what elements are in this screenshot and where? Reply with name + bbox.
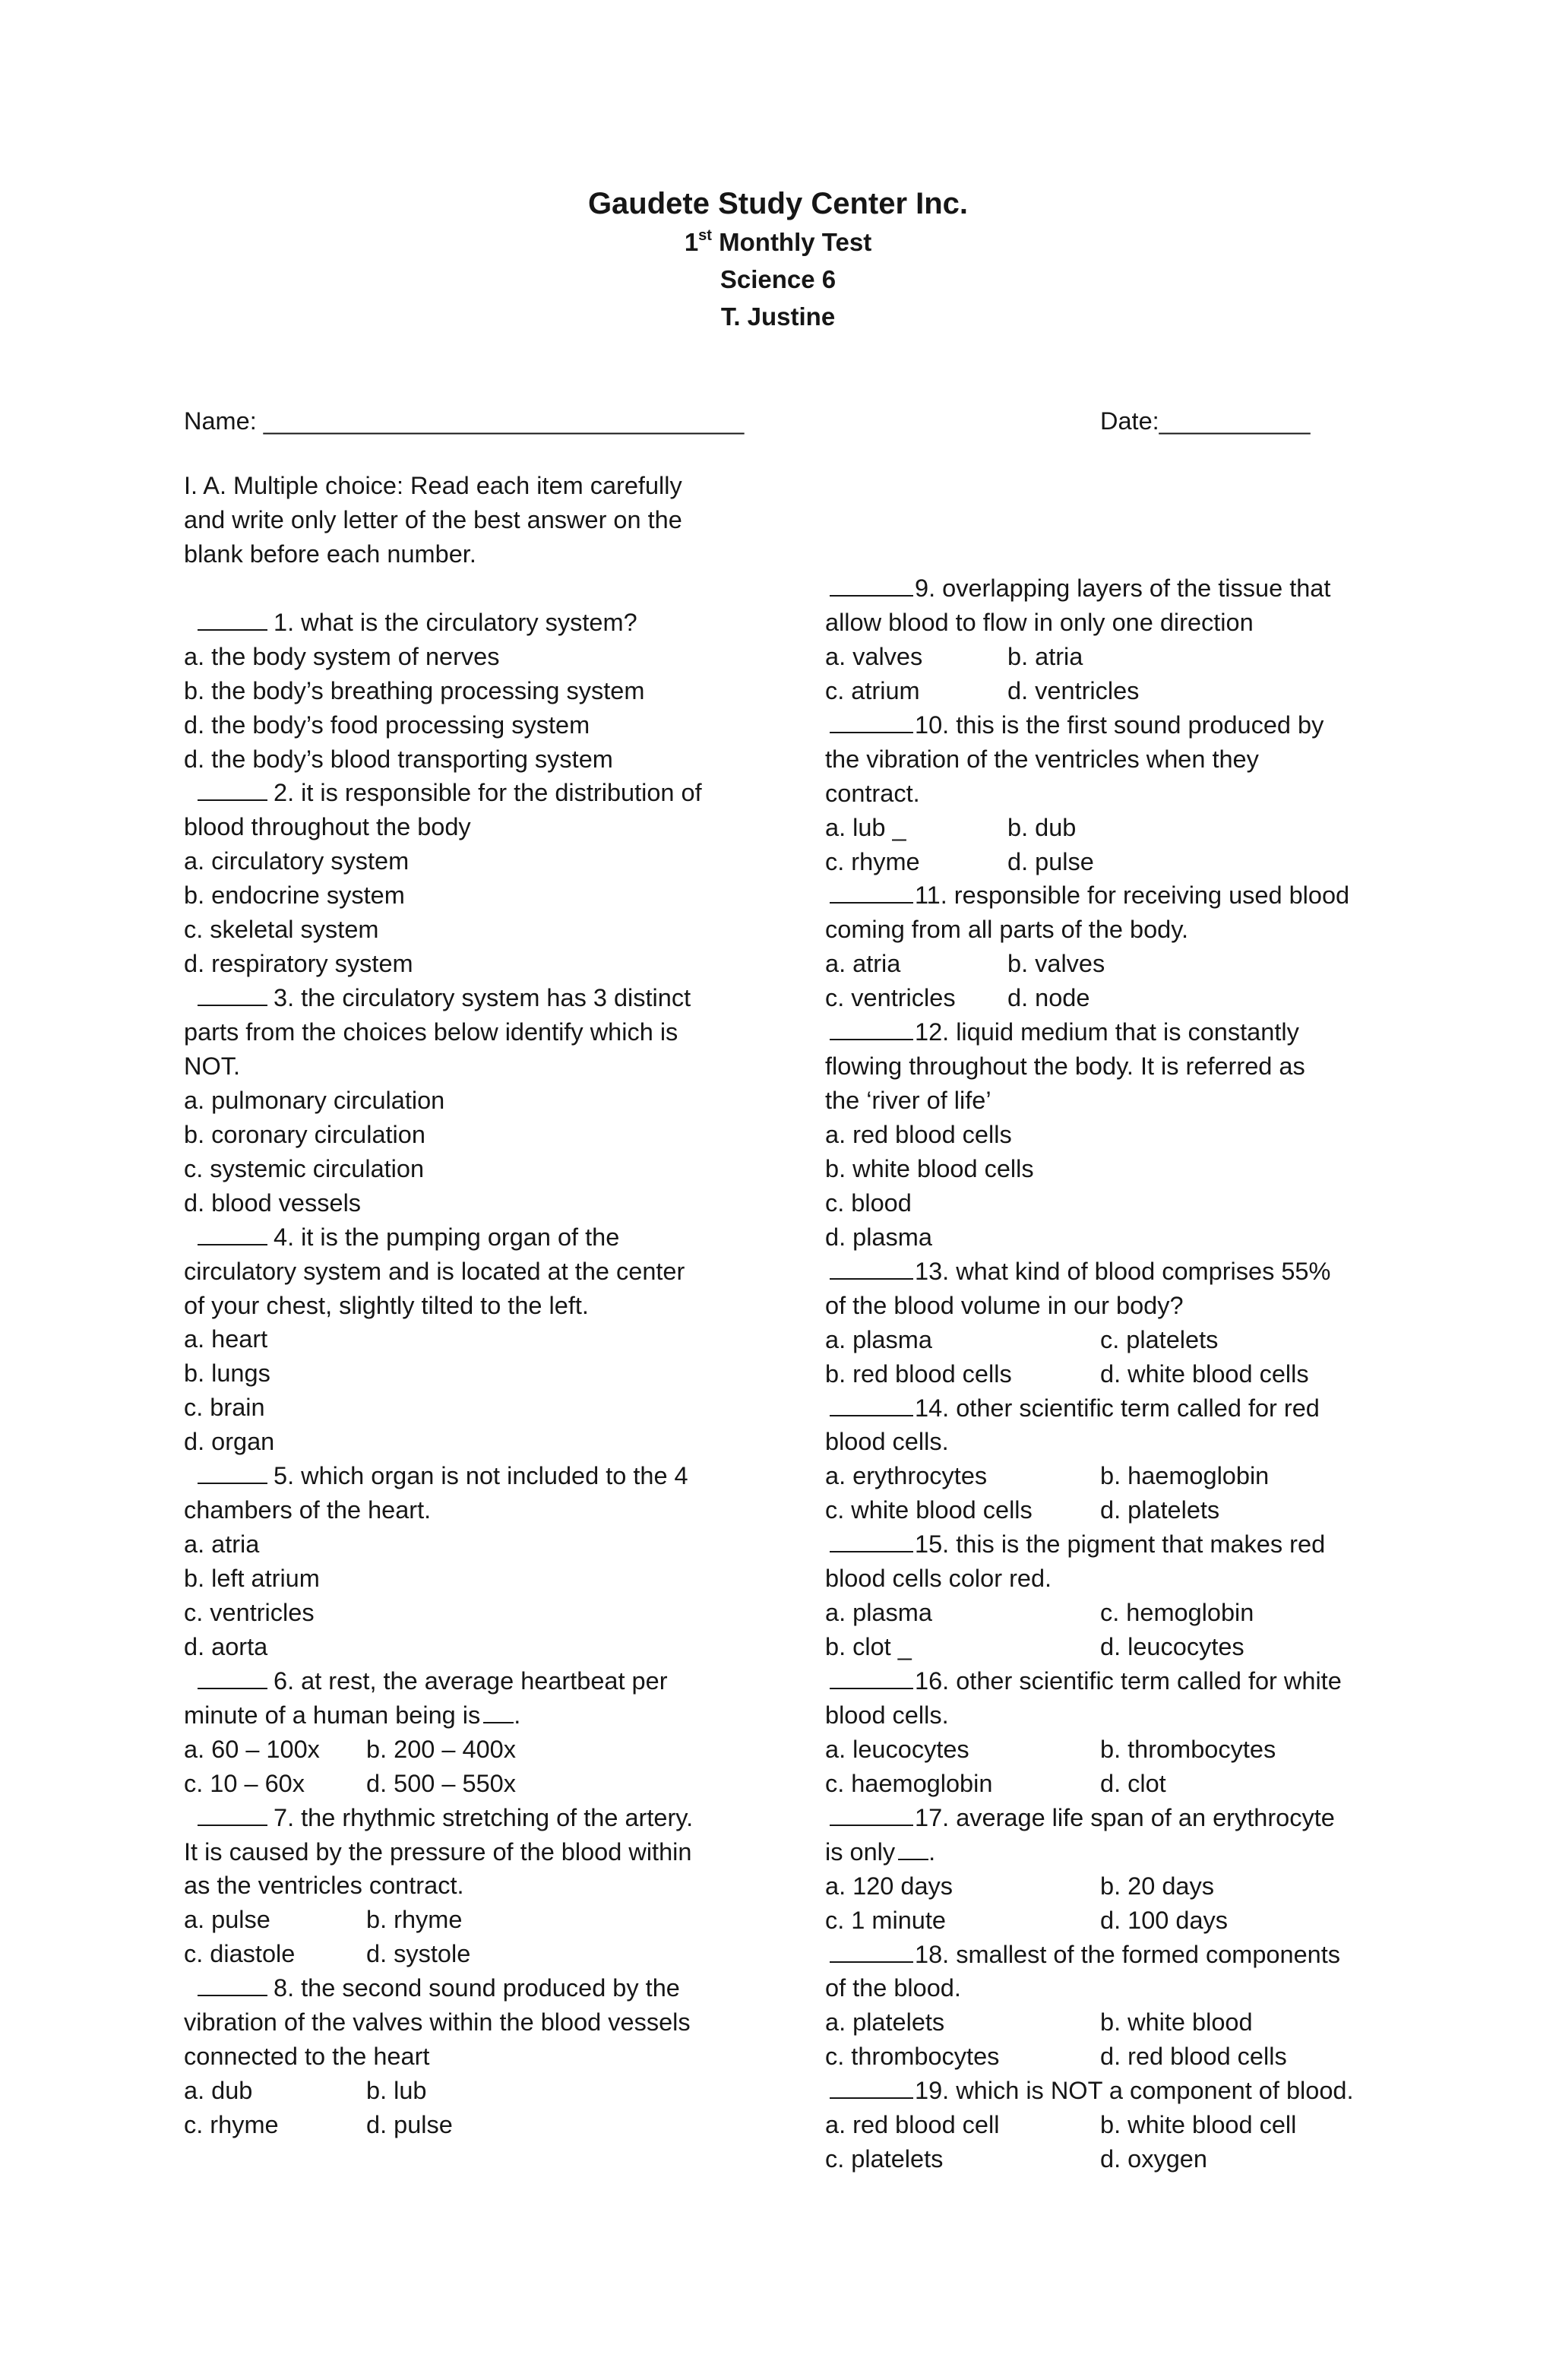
answer-option: a. plasma	[825, 1325, 932, 1353]
option-row	[825, 1630, 1387, 1664]
answer-option: b. red blood cells	[825, 1359, 1012, 1388]
question-line	[825, 1835, 1387, 1869]
question-line: d. organ	[184, 1428, 275, 1456]
question-line: contract.	[825, 779, 920, 807]
answer-option: a. 60 – 100x	[184, 1735, 320, 1763]
answer-blank[interactable]	[198, 1223, 267, 1245]
answer-option: a. erythrocytes	[825, 1462, 988, 1490]
date-field[interactable]: Date:___________	[1100, 407, 1311, 435]
option-row	[825, 640, 1387, 674]
answer-option: c. thrombocytes	[825, 2043, 1000, 2071]
question-text: 1. what is the circulatory system?	[274, 608, 637, 636]
question-text: 14. other scientific term called for red	[915, 1394, 1320, 1422]
answer-blank[interactable]	[830, 1803, 913, 1826]
option-row	[825, 845, 1387, 879]
question-text: 13. what kind of blood comprises 55%	[915, 1257, 1331, 1285]
answer-blank[interactable]	[830, 1018, 913, 1040]
answer-blank[interactable]	[198, 608, 267, 631]
option-row	[825, 981, 1387, 1015]
question-line: d. the body’s blood transporting system	[184, 745, 613, 773]
question-stem	[825, 1664, 1387, 1698]
option-row	[825, 1904, 1387, 1938]
question-line: b. lungs	[184, 1359, 270, 1388]
question-stem	[825, 1391, 1387, 1426]
school-name: Gaudete Study Center Inc.	[587, 187, 969, 220]
question-text: 17. average life span of an erythrocyte	[915, 1803, 1335, 1831]
question-stem	[825, 1801, 1387, 1835]
option-row	[825, 2005, 1387, 2040]
question-text: 3. the circulatory system has 3 distinct	[274, 984, 691, 1012]
question-line: d. respiratory system	[184, 950, 413, 978]
answer-option: b. lub	[366, 2077, 427, 2105]
question-line: d. the body’s food processing system	[184, 711, 590, 739]
question-line: blood cells.	[825, 1701, 949, 1729]
question-stem	[825, 571, 1387, 606]
question-stem	[825, 2074, 1387, 2108]
spacer	[184, 571, 746, 606]
option-row	[184, 2074, 746, 2108]
question-stem	[825, 878, 1387, 913]
subject: Science 6	[719, 265, 837, 293]
answer-option: d. white blood cells	[1100, 1359, 1309, 1388]
answer-option: a. valves	[825, 642, 923, 670]
answer-option: c. platelets	[825, 2145, 944, 2173]
answer-option: a. red blood cell	[825, 2111, 1000, 2139]
answer-option: b. 20 days	[1100, 1872, 1214, 1900]
option-row	[825, 1323, 1387, 1357]
question-line: vibration of the valves within the blood vessels	[184, 2008, 691, 2037]
question-stem	[184, 1801, 746, 1835]
answer-blank[interactable]	[830, 2076, 913, 2099]
option-row	[825, 2108, 1387, 2142]
answer-option: b. haemoglobin	[1100, 1462, 1270, 1490]
answer-option: c. diastole	[184, 1940, 296, 1968]
answer-blank[interactable]	[830, 711, 913, 733]
question-line: blood throughout the body	[184, 813, 471, 841]
question-line: d. blood vessels	[184, 1188, 362, 1217]
question-line: It is caused by the pressure of the blood within	[184, 1837, 692, 1866]
answer-option: b. thrombocytes	[1100, 1735, 1276, 1763]
answer-option: d. leucocytes	[1100, 1633, 1244, 1661]
question-line: NOT.	[184, 1052, 241, 1080]
question-line: c. skeletal system	[184, 916, 379, 944]
test-title	[0, 223, 1556, 261]
answer-option: a. atria	[825, 950, 901, 978]
option-row	[184, 1733, 746, 1767]
question-line: a. atria	[184, 1530, 260, 1559]
question-line: of the blood volume in our body?	[825, 1291, 1184, 1319]
answer-option: c. rhyme	[825, 847, 920, 875]
left-question-list	[184, 606, 746, 2142]
test-number-suffix: st	[698, 227, 712, 244]
question-text: 6. at rest, the average heartbeat per	[274, 1666, 668, 1695]
answer-blank[interactable]	[198, 778, 267, 801]
question-stem	[184, 1459, 746, 1493]
answer-option: c. white blood cells	[825, 1496, 1033, 1524]
question-stem	[184, 1971, 746, 2005]
answer-option: a. plasma	[825, 1599, 932, 1627]
question-line: the vibration of the ventricles when they	[825, 745, 1259, 773]
answer-option: b. white blood	[1100, 2008, 1253, 2037]
teacher: T. Justine	[720, 302, 836, 331]
answer-option: c. 1 minute	[825, 1906, 946, 1934]
answer-option: d. red blood cells	[1100, 2043, 1287, 2071]
question-stem	[184, 776, 746, 810]
question-line: circulatory system and is located at the center	[184, 1257, 685, 1285]
question-text: 15. this is the pigment that makes red	[915, 1530, 1326, 1559]
answer-option: c. ventricles	[825, 984, 956, 1012]
question-line: flowing throughout the body. It is referred as	[825, 1052, 1305, 1081]
fill-in-blank[interactable]	[898, 1837, 928, 1860]
question-line: c. brain	[184, 1394, 265, 1422]
option-row	[184, 1767, 746, 1801]
answer-blank[interactable]	[830, 1530, 913, 1552]
question-stem	[184, 1664, 746, 1698]
question-line	[184, 1698, 746, 1733]
right-question-list	[825, 571, 1387, 2176]
question-line: parts from the choices below identify which is	[184, 1018, 678, 1046]
option-row	[825, 1357, 1387, 1391]
question-line: c. systemic circulation	[184, 1154, 425, 1182]
question-line: the ‘river of life’	[825, 1087, 991, 1115]
question-text: is only	[825, 1837, 896, 1866]
question-text: 10. this is the first sound produced by	[915, 711, 1324, 739]
answer-option: d. clot	[1100, 1769, 1166, 1797]
option-row	[825, 1869, 1387, 1904]
answer-blank[interactable]	[198, 983, 267, 1006]
answer-option: c. rhyme	[184, 2111, 279, 2138]
question-text: minute of a human being is	[184, 1701, 481, 1729]
answer-option: c. hemoglobin	[1100, 1599, 1254, 1627]
name-date-row	[184, 404, 1316, 438]
answer-option: b. dub	[1007, 813, 1077, 841]
question-stem	[825, 708, 1387, 742]
question-line: connected to the heart	[184, 2043, 430, 2071]
question-line: coming from all parts of the body.	[825, 916, 1189, 944]
option-row	[825, 2040, 1387, 2074]
instruction-line: blank before each number.	[184, 540, 476, 568]
instruction-line: and write only letter of the best answer on the	[184, 505, 682, 533]
answer-blank[interactable]	[830, 1940, 913, 1963]
answer-option: d. pulse	[1007, 847, 1094, 875]
answer-option: c. haemoglobin	[825, 1769, 993, 1797]
answer-option: b. rhyme	[366, 1906, 463, 1934]
answer-option: d. pulse	[366, 2111, 453, 2138]
question-stem	[825, 1255, 1387, 1289]
question-line: c. blood	[825, 1188, 912, 1217]
question-text-end: .	[928, 1837, 936, 1866]
question-text: 5. which organ is not included to the 4	[274, 1462, 688, 1490]
answer-blank[interactable]	[198, 1803, 267, 1826]
answer-blank[interactable]	[198, 1666, 267, 1689]
answer-option: b. white blood cell	[1100, 2111, 1297, 2139]
answer-option: a. platelets	[825, 2008, 945, 2037]
answer-blank[interactable]	[198, 1461, 267, 1484]
option-row	[825, 1459, 1387, 1493]
answer-option: a. lub _	[825, 813, 906, 841]
question-text: 18. smallest of the formed components	[915, 1940, 1341, 1968]
question-line: b. endocrine system	[184, 881, 405, 910]
answer-option: d. oxygen	[1100, 2145, 1207, 2173]
question-line: allow blood to flow in only one direction	[825, 608, 1254, 636]
question-line: b. the body’s breathing processing system	[184, 676, 645, 704]
question-text: 4. it is the pumping organ of the	[274, 1223, 620, 1251]
answer-option: d. ventricles	[1007, 676, 1140, 704]
answer-option: b. 200 – 400x	[366, 1735, 516, 1763]
question-text: 2. it is responsible for the distribution of	[274, 779, 702, 807]
option-row	[825, 947, 1387, 981]
instruction-line: I. A. Multiple choice: Read each item carefully	[184, 472, 682, 499]
question-line: of your chest, slightly tilted to the left.	[184, 1291, 589, 1319]
option-row	[825, 1596, 1387, 1630]
question-text: 11. responsible for receiving used blood	[915, 881, 1350, 910]
answer-option: a. dub	[184, 2077, 253, 2105]
question-line: d. plasma	[825, 1223, 932, 1251]
answer-option: a. leucocytes	[825, 1735, 969, 1763]
question-line: b. white blood cells	[825, 1154, 1034, 1182]
question-line: c. ventricles	[184, 1598, 315, 1626]
option-row	[825, 1493, 1387, 1527]
answer-option: c. platelets	[1100, 1325, 1219, 1353]
test-number: 1	[684, 228, 699, 256]
question-stem	[825, 1527, 1387, 1562]
question-text: 19. which is NOT a component of blood.	[915, 2077, 1354, 2105]
question-stem	[184, 606, 746, 640]
answer-blank[interactable]	[830, 574, 913, 597]
answer-option: c. 10 – 60x	[184, 1769, 305, 1797]
option-row	[825, 811, 1387, 845]
question-line: chambers of the heart.	[184, 1496, 432, 1524]
option-row	[825, 674, 1387, 708]
answer-option: d. systole	[366, 1940, 471, 1968]
question-line: as the ventricles contract.	[184, 1872, 464, 1900]
question-text: 16. other scientific term called for white	[915, 1667, 1342, 1695]
option-row	[184, 1937, 746, 1971]
right-column	[825, 571, 1387, 2176]
answer-option: b. atria	[1007, 642, 1083, 670]
answer-blank[interactable]	[830, 1394, 913, 1416]
left-column	[184, 469, 746, 2142]
question-text: 9. overlapping layers of the tissue that	[915, 574, 1331, 602]
question-stem	[184, 981, 746, 1015]
question-line: blood cells.	[825, 1428, 949, 1456]
question-line: b. left atrium	[184, 1565, 320, 1592]
test-header	[0, 184, 1556, 335]
answer-option: a. 120 days	[825, 1872, 954, 1900]
question-line: a. pulmonary circulation	[184, 1086, 445, 1114]
question-line: a. circulatory system	[184, 847, 410, 875]
answer-option: b. clot _	[825, 1633, 912, 1661]
test-name: Monthly Test	[719, 228, 872, 256]
option-row	[184, 2108, 746, 2142]
question-stem	[184, 1220, 746, 1255]
answer-option: d. platelets	[1100, 1496, 1220, 1524]
answer-option: c. atrium	[825, 676, 920, 704]
question-text-end: .	[514, 1701, 521, 1729]
answer-blank[interactable]	[198, 1973, 267, 1996]
answer-option: d. 500 – 550x	[366, 1769, 516, 1797]
question-text: 12. liquid medium that is constantly	[915, 1018, 1299, 1046]
question-line: b. coronary circulation	[184, 1120, 425, 1148]
question-text: 8. the second sound produced by the	[274, 1974, 680, 2002]
answer-option: a. pulse	[184, 1906, 270, 1934]
question-line: a. heart	[184, 1325, 268, 1353]
question-line: d. aorta	[184, 1632, 268, 1660]
answer-blank[interactable]	[830, 881, 913, 904]
question-line: a. the body system of nerves	[184, 642, 500, 670]
option-row	[825, 1733, 1387, 1767]
question-stem	[825, 1015, 1387, 1049]
question-line: of the blood.	[825, 1974, 961, 2002]
answer-blank[interactable]	[830, 1257, 913, 1280]
option-row	[825, 2142, 1387, 2176]
name-field[interactable]: Name: ___________________________________	[184, 407, 745, 435]
option-row	[184, 1903, 746, 1937]
answer-option: d. node	[1007, 984, 1090, 1012]
option-row	[825, 1767, 1387, 1801]
answer-option: d. 100 days	[1100, 1906, 1229, 1934]
fill-in-blank[interactable]	[483, 1701, 514, 1723]
answer-option: b. valves	[1007, 950, 1105, 978]
question-text: 7. the rhythmic stretching of the artery.	[274, 1803, 694, 1831]
question-line: a. red blood cells	[825, 1121, 1012, 1148]
question-stem	[825, 1938, 1387, 1972]
answer-blank[interactable]	[830, 1666, 913, 1689]
question-line: blood cells color red.	[825, 1565, 1052, 1593]
